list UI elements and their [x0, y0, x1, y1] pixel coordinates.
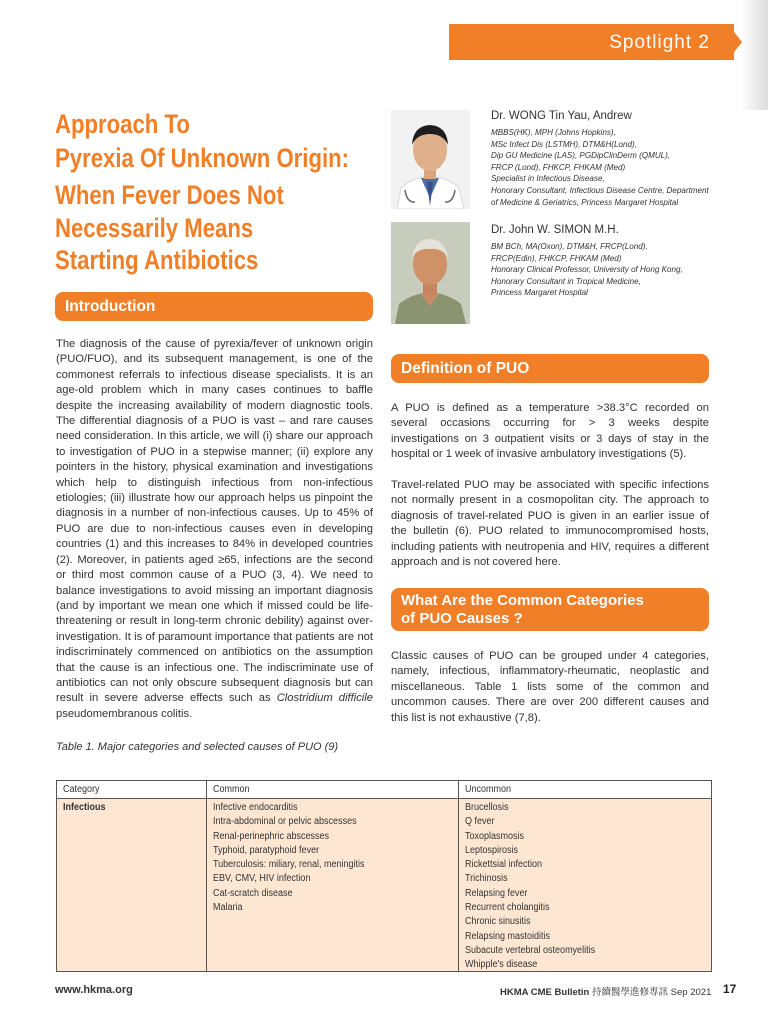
- footer-bulletin-name: HKMA CME Bulletin: [500, 987, 590, 998]
- header-common-label: Common: [213, 784, 250, 795]
- credential-line: MBBS(HK), MPH (Johns Hopkins),: [491, 127, 616, 137]
- categories-text: [391, 649, 709, 726]
- credential-line: MSc Infect Dis (LSTMH), DTM&H(Lond),: [491, 138, 637, 149]
- introduction-paragraph: [56, 337, 373, 722]
- author-photo-simon: [391, 222, 470, 324]
- common-item: Cat-scratch disease: [213, 887, 293, 899]
- common-item: Typhoid, paratyphoid fever: [213, 844, 320, 856]
- uncommon-item: Leptospirosis: [465, 844, 519, 856]
- categories-heading-line-1: What Are the Common Categories: [401, 592, 644, 609]
- definition-text-1: [391, 401, 709, 463]
- table-header-row: [57, 781, 711, 799]
- cell-uncommon: [459, 799, 711, 971]
- common-item: Intra-abdominal or pelvic abscesses: [213, 816, 357, 828]
- page-number: 17: [723, 982, 737, 996]
- table-caption: Table 1. Major categories and selected causes of PUO (9): [56, 741, 339, 753]
- credential-line: Princess Margaret Hospital: [491, 287, 588, 298]
- title-line-5: Starting Antibiotics: [55, 245, 259, 275]
- portrait-icon: [391, 110, 470, 209]
- author-photo-wong: [391, 110, 470, 209]
- footer-website-link[interactable]: www.hkma.org: [55, 984, 133, 996]
- uncommon-item: Rickettsial infection: [465, 859, 543, 871]
- uncommon-item: Relapsing fever: [465, 887, 528, 899]
- title-line-3: When Fever Does Not: [55, 180, 284, 210]
- uncommon-item: Relapsing mastoiditis: [465, 930, 551, 942]
- header-category: [57, 781, 207, 798]
- credential-line: Dip GU Medicine (LAS), PGDipClinDerm (QMUL),: [491, 150, 671, 161]
- footer-date: Sep 2021: [670, 987, 712, 998]
- author-credentials-wong: [491, 127, 709, 208]
- header-category-label: Category: [63, 784, 100, 795]
- common-item: Infective endocarditis: [213, 802, 298, 813]
- table-row: [57, 799, 711, 971]
- spotlight-arrow-icon: [728, 24, 742, 60]
- credential-line: FRCP (Lond), FHKCP, FHKAM (Med): [491, 161, 626, 172]
- cell-common: [207, 799, 459, 971]
- introduction-text-part: The diagnosis of the cause of pyrexia/fever of unknown origin (PUO/FUO), and its subsequent management, is one of the commonest referrals to infectious disease specialists. It is an age-old problem which in many cases continues to baffle despite the increasing availability of modern diagnostic tools. The differential diagnosis of a PUO is vast – and rare causes need consideration. In this article, we will (i) share our approach to investigation of PUO in a stepwise manner; (ii) explore any pointers in the history, physical examination and investigations which help to distinguish infectious from non-infectious etiologies; (iii) illustrate how our approach helps us pinpoint the diagnosis in a number of non-infectious causes. Up to 45% of PUO are due to non-infectious causes even in developing countries (1) and this increases to 84% in developed countries (2). Moreover, in patients aged ≥65, infections are the second or third most common cause of a PUO (3, 4). We need to balance investigations to avoid missing an important diagnosis (and by important we mean one which if missed could be life-threatening or result in long-term chronic debility) against over-investigation. It is of paramount importance that patients are not indiscriminately commenced on antibiotics on the assumption that the cause is an infectious one. The indiscriminate use of antibiotics can not only obscure subsequent diagnosis but can result in severe adverse effects such as: [56, 338, 373, 705]
- uncommon-item: Subacute vertebral osteomyelitis: [465, 944, 596, 956]
- spotlight-tab: [449, 24, 734, 60]
- cell-category: [57, 799, 207, 971]
- common-item: Tuberculosis: miliary, renal, meningitis: [213, 859, 365, 871]
- uncommon-item: Brucellosis: [465, 802, 509, 813]
- credential-line: Specialist in Infectious Disease,: [491, 173, 605, 184]
- uncommon-item: Toxoplasmosis: [465, 830, 525, 842]
- uncommon-item: Recurrent cholangitis: [465, 902, 550, 914]
- introduction-text-italic: Clostridium difficile: [276, 692, 373, 705]
- header-common: [207, 781, 459, 798]
- common-item: EBV, CMV, HIV infection: [213, 873, 311, 885]
- category-label: Infectious: [63, 802, 106, 813]
- definition-paragraph-2: Travel-related PUO may be associated with specific infections not normally present in a cosmopolitan city. The approach to diagnosis of travel-related PUO is given in an earlier issue of the bulletin (6). PUO related to immunocompromised hosts, including patients with neutropenia and HIV, requires a different approach and is not covered here.: [391, 479, 709, 569]
- page-edge-shadow: [741, 0, 768, 110]
- common-item: Malaria: [213, 902, 243, 914]
- causes-table: [56, 780, 712, 972]
- uncommon-item: Whipple's disease: [465, 959, 538, 971]
- categories-heading: [391, 588, 709, 631]
- footer-chinese-name: 持續醫學進修專訊: [592, 987, 669, 998]
- credential-line: Honorary Consultant in Tropical Medicine,: [491, 275, 641, 286]
- credential-line: Honorary Consultant, Infectious Disease Centre, Department: [491, 184, 709, 195]
- uncommon-item: Chronic sinusitis: [465, 916, 531, 928]
- title-line-1: Approach To: [55, 109, 190, 139]
- credential-line: Honorary Clinical Professor, University of Hong Kong,: [491, 264, 683, 275]
- introduction-heading: Introduction: [55, 292, 373, 321]
- uncommon-item: Trichinosis: [465, 873, 508, 885]
- title-line-2: Pyrexia Of Unknown Origin:: [55, 143, 350, 173]
- author-name-simon: Dr. John W. SIMON M.H.: [491, 224, 619, 236]
- author-credentials-simon: [491, 241, 683, 299]
- header-uncommon: [459, 781, 711, 798]
- definition-text-2: [391, 478, 709, 570]
- portrait-icon: [391, 222, 470, 324]
- credential-line: FRCP(Edin), FHKCP, FHKAM (Med): [491, 252, 622, 263]
- introduction-text-end: pseudomembranous colitis.: [56, 707, 193, 720]
- credential-line: of Medicine & Geriatrics, Princess Margaret Hospital: [491, 196, 679, 207]
- title-line-4: Necessarily Means: [55, 213, 254, 243]
- categories-heading-line-2: of PUO Causes ?: [401, 610, 523, 627]
- common-item: Renal-perinephric abscesses: [213, 830, 330, 842]
- uncommon-item: Q fever: [465, 816, 495, 828]
- definition-paragraph-1: A PUO is defined as a temperature >38.3°C recorded on several occasions occurring for > 3 weeks despite investigations on 3 outpatient visits or 3 days of stay in the hospital or 1 week of invasive ambulatory investigations (5).: [391, 402, 709, 461]
- header-uncommon-label: Uncommon: [465, 784, 512, 795]
- credential-line: BM BCh, MA(Oxon), DTM&H, FRCP(Lond),: [491, 241, 648, 251]
- introduction-text: [56, 337, 373, 722]
- categories-paragraph: Classic causes of PUO can be grouped under 4 categories, namely, infectious, inflammatory-rheumatic, neoplastic and miscellaneous. Table 1 lists some of the common and uncommon causes. There are over 200 different causes and this list is not exhaustive (7,8).: [391, 650, 709, 724]
- spotlight-label: Spotlight 2: [609, 32, 710, 53]
- footer-publication: [500, 984, 711, 998]
- definition-heading: Definition of PUO: [391, 354, 709, 383]
- author-name-wong: Dr. WONG Tin Yau, Andrew: [491, 110, 632, 122]
